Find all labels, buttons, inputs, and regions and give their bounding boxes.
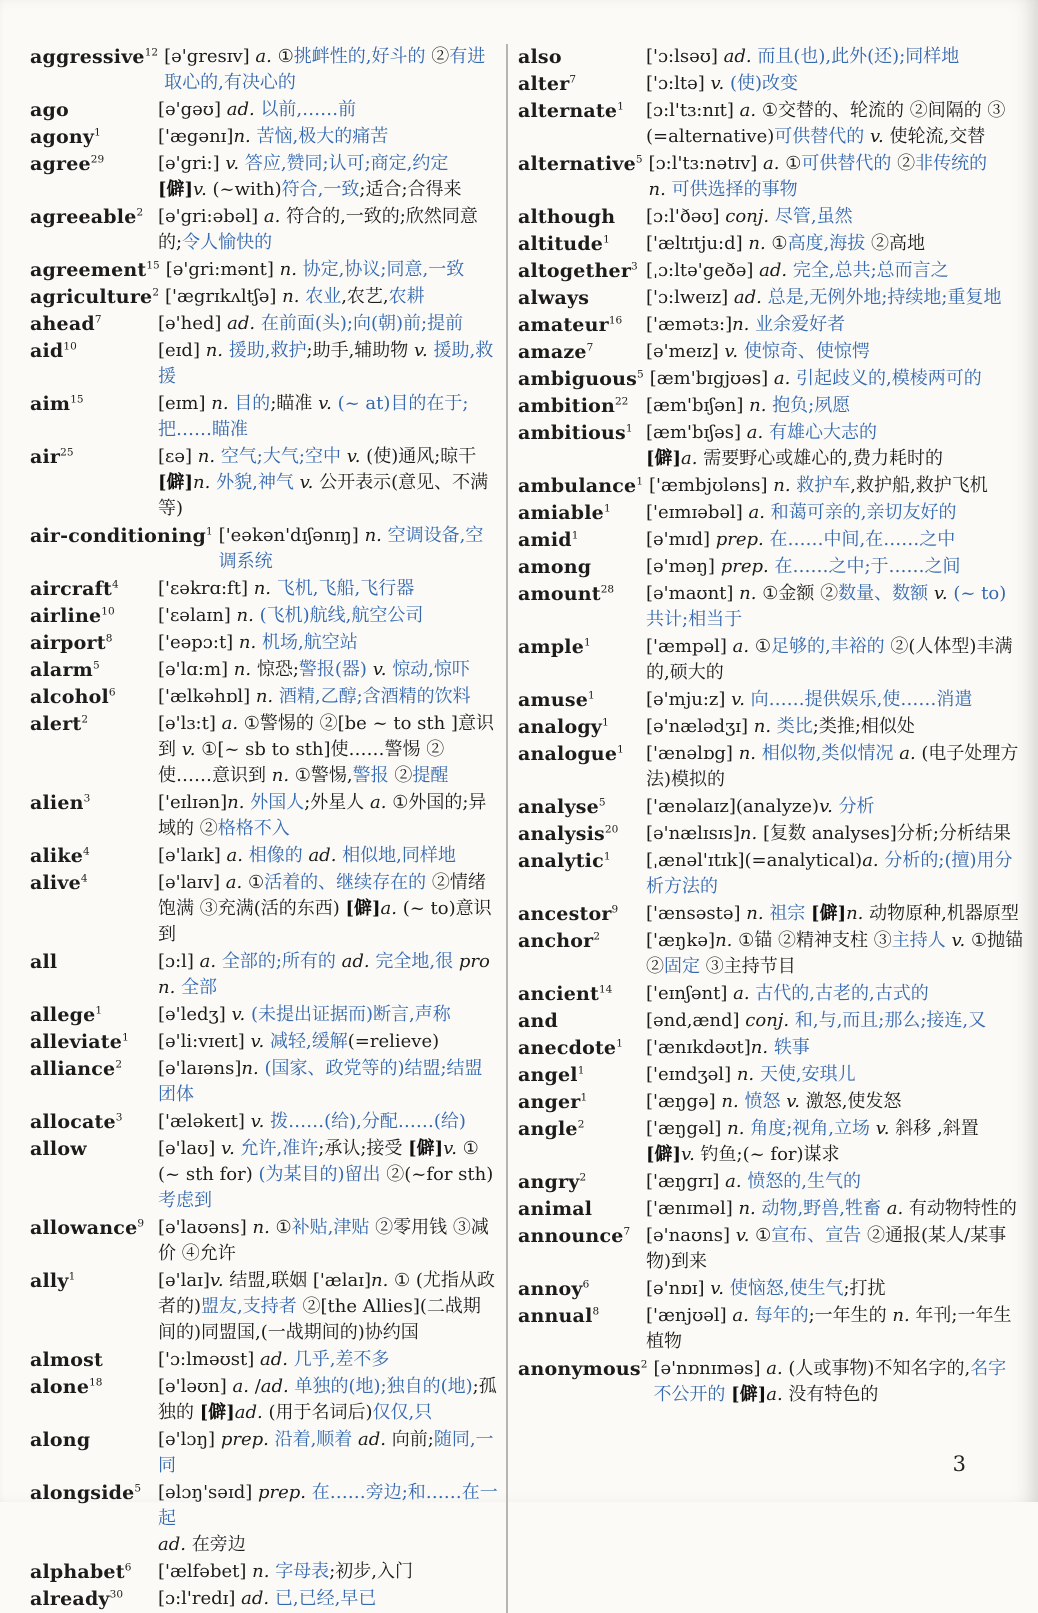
dictionary-entry xyxy=(518,1008,1024,1034)
headword: agriculture$^2$ xyxy=(30,286,160,308)
headword-frequency-superscript: 4 xyxy=(111,578,119,591)
headword-frequency-superscript: 9 xyxy=(137,1217,145,1230)
headword-frequency-superscript: 2 xyxy=(640,1358,648,1371)
dictionary-entry xyxy=(30,1268,498,1346)
definition-text: [ə'laʊəns] n. ①补贴,津贴 ②零用钱 ③减价 ④允许 xyxy=(158,1217,489,1264)
headword: alien$^3$ xyxy=(30,792,91,814)
headword: ago xyxy=(30,99,69,121)
definition-text: [ə'laɪv] a. ①活着的、继续存在的 ②情绪饱满 ③充满(活的东西) [僻]a. (~ to)意识到 xyxy=(158,872,492,945)
dictionary-entry xyxy=(518,339,1024,365)
headword-frequency-superscript: 9 xyxy=(611,903,619,916)
headword: amuse$^1$ xyxy=(518,689,595,711)
headword-frequency-superscript: 10 xyxy=(63,340,77,353)
definition-text: [ə'lɔŋ] prep. 沿着,顺着 ad. 向前;随同,一同 xyxy=(158,1429,494,1476)
definition-text: [ə'laɪk] a. 相像的 ad. 相似地,同样地 xyxy=(158,845,456,866)
dictionary-entry xyxy=(518,1116,1024,1168)
headword-frequency-superscript: 2 xyxy=(152,286,160,299)
headword-frequency-superscript: 4 xyxy=(80,872,88,885)
headword: ahead$^7$ xyxy=(30,313,102,335)
dictionary-entry xyxy=(30,1559,498,1585)
dictionary-entry xyxy=(30,44,498,96)
headword-frequency-superscript: 3 xyxy=(115,1111,123,1124)
headword: announce$^7$ xyxy=(518,1225,631,1247)
dictionary-entry xyxy=(30,1586,498,1612)
definition-text: ['ænsəstə] n. 祖宗 [僻]n. 动物原种,机器原型 xyxy=(646,903,1019,924)
headword-frequency-superscript: 7 xyxy=(94,313,102,326)
definition-text: [ə'laʊ] v. 允许,准许;承认;接受 [僻]v. ①(~ sth for) (为某目的)留出 ②(~for sth)考虑到 xyxy=(158,1138,494,1211)
dictionary-entry xyxy=(518,901,1024,927)
headword: aim$^{15}$ xyxy=(30,393,84,415)
definition-text: ['eəkən'dɪʃənɪŋ] n. 空调设备,空调系统 xyxy=(218,525,484,572)
dictionary-entry xyxy=(518,258,1024,284)
dictionary-entry xyxy=(30,1215,498,1267)
headword-frequency-superscript: 1 xyxy=(580,1091,588,1104)
headword: airline$^{10}$ xyxy=(30,605,115,627)
definition-text: [eɪd] n. 援助,救护;助手,辅助物 v. 援助,救援 xyxy=(158,340,494,387)
headword-frequency-superscript: 1 xyxy=(625,422,633,435)
definition-text: [ə'li:vɪeɪt] v. 减轻,缓解(=relieve) xyxy=(158,1031,440,1052)
dictionary-entry xyxy=(518,231,1024,257)
headword: allowance$^9$ xyxy=(30,1217,145,1239)
headword: among xyxy=(518,556,592,578)
dictionary-column xyxy=(30,44,498,1613)
definition-text: [ˌɔ:ltə'geðə] ad. 完全,总共;总而言之 xyxy=(646,260,949,281)
definition-text: ['ægənɪ]n. 苦恼,极大的痛苦 xyxy=(158,126,389,147)
headword-frequency-superscript: 1 xyxy=(95,1004,103,1017)
headword: alleviate$^1$ xyxy=(30,1031,129,1053)
headword: amaze$^7$ xyxy=(518,341,594,363)
headword-frequency-superscript: 1 xyxy=(122,1031,129,1044)
headword-frequency-superscript: 1 xyxy=(603,502,611,515)
headword-frequency-superscript: 1 xyxy=(617,100,624,113)
dictionary-entry xyxy=(30,870,498,948)
headword: analogy$^1$ xyxy=(518,716,609,738)
headword-frequency-superscript: 2 xyxy=(115,1058,123,1071)
definition-text: ['ænjʊəl] a. 每年的;一年生的 n. 年刊;一年生植物 xyxy=(646,1305,1012,1352)
definition-text: [ə'nɒnɪməs] a. (人或事物)不知名字的,名字不公开的 [僻]a. 没有特色的 xyxy=(653,1358,1007,1405)
dictionary-entry xyxy=(518,1303,1024,1355)
definition-text: [ə'laɪəns]n. (国家、政党等的)结盟;结盟团体 xyxy=(158,1058,483,1105)
headword: amiable$^1$ xyxy=(518,502,611,524)
headword: anchor$^2$ xyxy=(518,930,601,952)
dictionary-entry xyxy=(518,473,1024,499)
headword-frequency-superscript: 30 xyxy=(109,1588,124,1601)
definition-text: ['ænəlaɪz](analyze)v. 分析 xyxy=(646,796,875,817)
dictionary-entry xyxy=(30,257,498,283)
headword: along xyxy=(30,1429,91,1451)
headword: angle$^2$ xyxy=(518,1118,585,1140)
definition-text: ['ɛəkrɑ:ft] n. 飞机,飞船,飞行器 xyxy=(158,578,415,599)
headword-frequency-superscript: 5 xyxy=(635,153,643,166)
definition-text: ['æləkeɪt] v. 拨……(给),分配……(给) xyxy=(158,1111,466,1132)
headword-frequency-superscript: 15 xyxy=(146,259,160,272)
dictionary-entry xyxy=(518,794,1024,820)
headword: ambulance$^1$ xyxy=(518,475,644,497)
dictionary-entry xyxy=(518,312,1024,338)
headword: ambitious$^1$ xyxy=(518,422,633,444)
headword: ambition$^{22}$ xyxy=(518,395,629,417)
headword: allege$^1$ xyxy=(30,1004,103,1026)
dictionary-entry xyxy=(518,714,1024,740)
dictionary-entry xyxy=(30,1427,498,1479)
definition-text: [æm'bɪʃən] n. 抱负;夙愿 xyxy=(646,395,851,416)
definition-text: ['eɪnʃənt] a. 古代的,古老的,古式的 xyxy=(646,983,929,1004)
headword-frequency-superscript: 25 xyxy=(60,446,74,459)
headword: angry$^2$ xyxy=(518,1171,587,1193)
headword-frequency-superscript: 1 xyxy=(577,1064,585,1077)
headword: anecdote$^1$ xyxy=(518,1037,623,1059)
definition-text: [ɔ:l'redɪ] ad. 已,已经,早已 xyxy=(158,1588,377,1609)
headword: ample$^1$ xyxy=(518,636,591,658)
definition-text: [ɔ:l'tɜ:nɪt] a. ①交替的、轮流的 ②间隔的 ③(=alternative)可供替代的 v. 使轮流,交替 xyxy=(646,100,1006,147)
dictionary-entry xyxy=(30,523,498,575)
definition-text: [ə'gəʊ] ad. 以前,……前 xyxy=(158,99,357,120)
dictionary-entry xyxy=(518,634,1024,686)
headword-frequency-superscript: 28 xyxy=(600,583,615,596)
headword: amateur$^{16}$ xyxy=(518,314,623,336)
dictionary-entry xyxy=(518,500,1024,526)
dictionary-entry xyxy=(30,1136,498,1214)
headword: air-conditioning$^1$ xyxy=(30,525,213,547)
headword: airport$^8$ xyxy=(30,632,113,654)
headword: alliance$^2$ xyxy=(30,1058,123,1080)
headword: amount$^{28}$ xyxy=(518,583,615,605)
definition-text: ['ɔ:ltə] v. (使)改变 xyxy=(646,73,799,94)
dictionary-entry xyxy=(30,603,498,629)
definition-text: [ə'maʊnt] n. ①金额 ②数量、数额 v. (~ to)共计;相当于 xyxy=(646,583,1007,630)
definition-text: [ə'lɜ:t] a. ①警惕的 ②[be ~ to sth ]意识到 v. ①[~ sb to sth]使……警惕 ②使……意识到 n. ①警惕,警报 ②提醒 xyxy=(158,713,494,786)
headword: alternative$^5$ xyxy=(518,153,643,175)
headword-frequency-superscript: 3 xyxy=(631,260,638,273)
definition-text: [ɔ:l'ðəʊ] conj. 尽管,虽然 xyxy=(646,206,853,227)
dictionary-entry xyxy=(518,1035,1024,1061)
dictionary-entry xyxy=(518,1356,1024,1408)
headword-frequency-superscript: 1 xyxy=(588,689,595,702)
definition-text: ['eɪndʒəl] n. 天使,安琪儿 xyxy=(646,1064,856,1085)
dictionary-entry xyxy=(518,44,1024,70)
headword: and xyxy=(518,1010,559,1032)
definition-text: [ˌænəl'ɪtɪk](=analytical)a. 分析的;(擅)用分析方法的 xyxy=(646,850,1013,897)
dictionary-column xyxy=(518,44,1024,1613)
headword: allocate$^3$ xyxy=(30,1111,123,1133)
definition-text: [ə'gri:mənt] n. 协定,协议;同意,一致 xyxy=(165,259,465,280)
headword: analogue$^1$ xyxy=(518,743,624,765)
headword-frequency-superscript: 5 xyxy=(92,659,100,672)
headword: agree$^{29}$ xyxy=(30,153,105,175)
dictionary-entry xyxy=(30,391,498,443)
headword-frequency-superscript: 12 xyxy=(144,46,159,59)
headword: ancestor$^9$ xyxy=(518,903,619,925)
headword-frequency-superscript: 16 xyxy=(608,314,623,327)
dictionary-entry xyxy=(518,554,1024,580)
dictionary-entry xyxy=(30,949,498,1001)
headword: anonymous$^2$ xyxy=(518,1358,648,1380)
dictionary-entry xyxy=(518,71,1024,97)
dictionary-entry xyxy=(30,151,498,203)
dictionary-entry xyxy=(518,420,1024,472)
dictionary-entry xyxy=(30,1109,498,1135)
dictionary-entry xyxy=(518,285,1024,311)
dictionary-entry xyxy=(30,630,498,656)
dictionary-entry xyxy=(518,1169,1024,1195)
definition-text: ['æŋgəl] n. 角度;视角,立场 v. 斜移 ,斜置 [僻]v. 钓鱼;(~ for)谋求 xyxy=(646,1118,979,1165)
headword: alternate$^1$ xyxy=(518,100,624,122)
dictionary-entry xyxy=(518,581,1024,633)
definition-text: ['æmpəl] a. ①足够的,丰裕的 ②(人体型)丰满的,硕大的 xyxy=(646,636,1013,683)
dictionary-entry xyxy=(30,1374,498,1426)
definition-text: ['æŋkə]n. ①锚 ②精神支柱 ③主持人 v. ①抛锚 ②固定 ③主持节目 xyxy=(646,930,1024,977)
headword: ally$^1$ xyxy=(30,1270,76,1292)
definition-text: ['ɛəlaɪn] n. (飞机)航线,航空公司 xyxy=(158,605,424,626)
dictionary-entry xyxy=(518,151,1024,203)
headword-frequency-superscript: 22 xyxy=(615,395,629,408)
headword-frequency-superscript: 6 xyxy=(582,1278,590,1291)
dictionary-entry xyxy=(30,1029,498,1055)
headword: alive$^4$ xyxy=(30,872,88,894)
definition-text: ['ælkəhɒl] n. 酒精,乙醇;含酒精的饮料 xyxy=(158,686,471,707)
definition-text: ['æŋgrɪ] a. 愤怒的,生气的 xyxy=(646,1171,862,1192)
dictionary-entry xyxy=(30,124,498,150)
definition-text: [ə'lɑ:m] n. 惊恐;警报(器) v. 惊动,惊吓 xyxy=(158,659,470,680)
dictionary-entry xyxy=(30,338,498,390)
headword: annual$^8$ xyxy=(518,1305,600,1327)
headword-frequency-superscript: 1 xyxy=(94,126,101,139)
headword-frequency-superscript: 1 xyxy=(571,529,579,542)
definition-text: ['eɪmɪəbəl] a. 和蔼可亲的,亲切友好的 xyxy=(646,502,957,523)
headword: allow xyxy=(30,1138,87,1160)
definition-text: ['ænəlɒg] n. 相似物,类似情况 a. (电子处理方法)模拟的 xyxy=(646,743,1019,790)
definition-text: ['ɔ:lsəʊ] ad. 而且(也),此外(还);同样地 xyxy=(646,46,960,67)
headword: already$^{30}$ xyxy=(30,1588,124,1610)
headword-frequency-superscript: 7 xyxy=(586,341,594,354)
definition-text: [ə'məŋ] prep. 在……之中;于……之间 xyxy=(646,556,961,577)
definition-text: [ə'ləʊn] a. /ad. 单独的(地);独自的(地);孤独的 [僻]ad. (用于名词后)仅仅,只 xyxy=(158,1376,497,1423)
headword: air$^{25}$ xyxy=(30,446,74,468)
dictionary-entry xyxy=(518,204,1024,230)
definition-text: ['ægrɪkʌltʃə] n. 农业,农艺,农耕 xyxy=(165,286,425,307)
headword: all xyxy=(30,951,58,973)
headword-frequency-superscript: 2 xyxy=(577,1118,585,1131)
dictionary-columns xyxy=(30,44,1024,1613)
dictionary-entry xyxy=(30,204,498,256)
dictionary-entry xyxy=(518,393,1024,419)
headword-frequency-superscript: 2 xyxy=(579,1171,587,1184)
dictionary-entry xyxy=(518,741,1024,793)
definition-text: ['æmətɜ:]n. 业余爱好者 xyxy=(646,314,846,335)
headword: altogether$^3$ xyxy=(518,260,638,282)
headword-frequency-superscript: 1 xyxy=(636,475,644,488)
dictionary-entry xyxy=(30,284,498,310)
headword-frequency-superscript: 2 xyxy=(136,206,144,219)
dictionary-entry xyxy=(518,848,1024,900)
dictionary-entry xyxy=(30,684,498,710)
definition-text: [ə'gri:əbəl] a. 符合的,一致的;欣然同意的;令人愉快的 xyxy=(158,206,478,253)
definition-text: [ə'nælədʒɪ] n. 类比;类推;相似处 xyxy=(646,716,915,737)
dictionary-entry xyxy=(518,366,1024,392)
definition-text: [ɔ:l'tɜ:nətɪv] a. ①可供替代的 ②非传统的 n. 可供选择的事物 xyxy=(648,153,988,200)
headword-frequency-superscript: 1 xyxy=(584,636,591,649)
definition-text: ['æŋgə] n. 愤怒 v. 激怒,使发怒 xyxy=(646,1091,902,1112)
headword: although xyxy=(518,206,616,228)
headword-frequency-superscript: 5 xyxy=(134,1482,142,1495)
definition-text: [ɔ:l] a. 全部的;所有的 ad. 完全地,很 pron. 全部 xyxy=(158,951,490,998)
definition-text: ['ɔ:lməʊst] ad. 几乎,差不多 xyxy=(158,1349,390,1370)
definition-text: [ə'naʊns] v. ①宣布、宣告 ②通报(某人/某事物)到来 xyxy=(646,1225,1007,1272)
headword-frequency-superscript: 6 xyxy=(108,686,116,699)
headword-frequency-superscript: 18 xyxy=(89,1376,103,1389)
definition-text: [ə'meɪz] v. 使惊奇、使惊愕 xyxy=(646,341,870,362)
dictionary-entry xyxy=(518,928,1024,980)
headword: altitude$^1$ xyxy=(518,233,610,255)
definition-text: [æm'bɪʃəs] a. 有雄心大志的 [僻]a. 需要野心或雄心的,费力耗时的 xyxy=(646,422,943,469)
dictionary-entry xyxy=(518,98,1024,150)
headword-frequency-superscript: 3 xyxy=(83,792,91,805)
headword-frequency-superscript: 1 xyxy=(602,716,609,729)
headword-frequency-superscript: 8 xyxy=(105,632,113,645)
headword-frequency-superscript: 1 xyxy=(616,1037,623,1050)
headword: agony$^1$ xyxy=(30,126,101,148)
page-number: 3 xyxy=(952,1452,966,1476)
headword: aircraft$^4$ xyxy=(30,578,119,600)
headword: alert$^2$ xyxy=(30,713,89,735)
dictionary-entry xyxy=(30,657,498,683)
definition-text: [ə'nɒɪ] v. 使恼怒,使生气;打扰 xyxy=(646,1278,886,1299)
dictionary-entry xyxy=(30,1002,498,1028)
headword: almost xyxy=(30,1349,103,1371)
headword: alphabet$^6$ xyxy=(30,1561,132,1583)
headword-frequency-superscript: 1 xyxy=(603,233,610,246)
column-divider xyxy=(506,44,508,1613)
dictionary-entry xyxy=(518,687,1024,713)
headword: angel$^1$ xyxy=(518,1064,585,1086)
headword: agreeable$^2$ xyxy=(30,206,144,228)
dictionary-entry xyxy=(518,1223,1024,1275)
definition-text: ['ænɪkdəʊt]n. 轶事 xyxy=(646,1037,810,1058)
headword: anger$^1$ xyxy=(518,1091,588,1113)
dictionary-entry xyxy=(518,1062,1024,1088)
headword-frequency-superscript: 2 xyxy=(593,930,601,943)
headword: aid$^{10}$ xyxy=(30,340,77,362)
dictionary-entry xyxy=(518,821,1024,847)
definition-text: ['eɪlɪən]n. 外国人;外星人 a. ①外国的;异域的 ②格格不入 xyxy=(158,792,487,839)
headword-frequency-superscript: 5 xyxy=(598,796,606,809)
headword: annoy$^6$ xyxy=(518,1278,590,1300)
definition-text: ['eəpɔ:t] n. 机场,航空站 xyxy=(158,632,358,653)
definition-text: [ə'ledʒ] v. (未提出证据而)断言,声称 xyxy=(158,1004,451,1025)
headword-frequency-superscript: 10 xyxy=(101,605,115,618)
definition-text: ['ænɪməl] n. 动物,野兽,牲畜 a. 有动物特性的 xyxy=(646,1198,1017,1219)
definition-text: [ə'gresɪv] a. ①挑衅性的,好斗的 ②有进取心的,有决心的 xyxy=(164,46,486,93)
headword-frequency-superscript: 5 xyxy=(637,368,644,381)
headword-frequency-superscript: 20 xyxy=(604,823,619,836)
dictionary-entry xyxy=(30,97,498,123)
headword-frequency-superscript: 7 xyxy=(569,73,577,86)
headword: analyse$^5$ xyxy=(518,796,606,818)
headword: ancient$^{14}$ xyxy=(518,983,613,1005)
headword: alter$^7$ xyxy=(518,73,577,95)
dictionary-entry xyxy=(518,981,1024,1007)
headword-frequency-superscript: 29 xyxy=(90,153,105,166)
headword: alone$^{18}$ xyxy=(30,1376,103,1398)
dictionary-entry xyxy=(518,527,1024,553)
dictionary-entry xyxy=(30,576,498,602)
headword: amid$^1$ xyxy=(518,529,579,551)
definition-text: ['ælfəbet] n. 字母表;初步,入门 xyxy=(158,1561,413,1582)
definition-text: [ə'mju:z] v. 向……提供娱乐,使……消遣 xyxy=(646,689,973,710)
definition-text: [ə'nælɪsɪs]n. [复数 analyses]分析;分析结果 xyxy=(646,823,1011,844)
headword: animal xyxy=(518,1198,593,1220)
dictionary-entry xyxy=(30,1056,498,1108)
definition-text: [eɪm] n. 目的;瞄准 v. (~ at)目的在于;把……瞄准 xyxy=(158,393,469,440)
headword: aggressive$^{12}$ xyxy=(30,46,159,68)
headword: also xyxy=(518,46,562,68)
headword-frequency-superscript: 6 xyxy=(124,1561,132,1574)
headword: alcohol$^6$ xyxy=(30,686,116,708)
dictionary-entry xyxy=(30,311,498,337)
headword: alarm$^5$ xyxy=(30,659,100,681)
headword-frequency-superscript: 15 xyxy=(70,393,84,406)
headword: ambiguous$^5$ xyxy=(518,368,644,390)
definition-text: [ə'gri:] v. 答应,赞同;认可;商定,约定 [僻]v. (~with)符合,一致;适合;合得来 xyxy=(158,153,462,200)
headword-frequency-superscript: 7 xyxy=(623,1225,631,1238)
headword: agreement$^{15}$ xyxy=(30,259,160,281)
dictionary-entry xyxy=(30,444,498,522)
dictionary-entry xyxy=(518,1276,1024,1302)
definition-text: [ə'laɪ]v. 结盟,联姻 ['ælaɪ]n. ① (尤指从政者的)盟友,支持者 ②[the Allies](二战期间的)同盟国,(一战期间的)协约国 xyxy=(158,1270,495,1343)
definition-text: [ənd,ænd] conj. 和,与,而且;那么;接连,又 xyxy=(646,1010,987,1031)
headword-frequency-superscript: 1 xyxy=(68,1270,76,1283)
headword: always xyxy=(518,287,590,309)
definition-text: [ɛə] n. 空气;大气;空中 v. (使)通风;晾干 [僻]n. 外貌,神气 v. 公开表示(意见、不满等) xyxy=(158,446,489,519)
headword: alike$^4$ xyxy=(30,845,90,867)
dictionary-entry xyxy=(30,790,498,842)
headword: analysis$^{20}$ xyxy=(518,823,619,845)
headword: analytic$^1$ xyxy=(518,850,611,872)
definition-text: ['æltɪtju:d] n. ①高度,海拔 ②高地 xyxy=(646,233,926,254)
headword-frequency-superscript: 1 xyxy=(603,850,611,863)
definition-text: ['æmbjʊləns] n. 救护车,救护船,救护飞机 xyxy=(649,475,988,496)
headword-frequency-superscript: 2 xyxy=(81,713,89,726)
dictionary-entry xyxy=(518,1196,1024,1222)
definition-text: [əlɔŋ'səɪd] prep. 在……旁边;和……在一起 ad. 在旁边 xyxy=(158,1482,498,1555)
dictionary-entry xyxy=(30,1347,498,1373)
dictionary-entry xyxy=(30,711,498,789)
definition-text: [ə'mɪd] prep. 在……中间,在……之中 xyxy=(646,529,956,550)
dictionary-entry xyxy=(30,1480,498,1558)
headword: alongside$^5$ xyxy=(30,1482,142,1504)
dictionary-entry xyxy=(30,843,498,869)
definition-text: [æm'bɪgjʊəs] a. 引起歧义的,模棱两可的 xyxy=(649,368,982,389)
definition-text: ['ɔ:lweɪz] ad. 总是,无例外地;持续地;重复地 xyxy=(646,287,1002,308)
dictionary-entry xyxy=(518,1089,1024,1115)
definition-text: [ə'hed] ad. 在前面(头);向(朝)前;提前 xyxy=(158,313,464,334)
headword-frequency-superscript: 4 xyxy=(83,845,90,858)
headword-frequency-superscript: 1 xyxy=(617,743,624,756)
headword-frequency-superscript: 14 xyxy=(599,983,613,996)
headword-frequency-superscript: 8 xyxy=(592,1305,600,1318)
headword-frequency-superscript: 1 xyxy=(205,525,213,538)
